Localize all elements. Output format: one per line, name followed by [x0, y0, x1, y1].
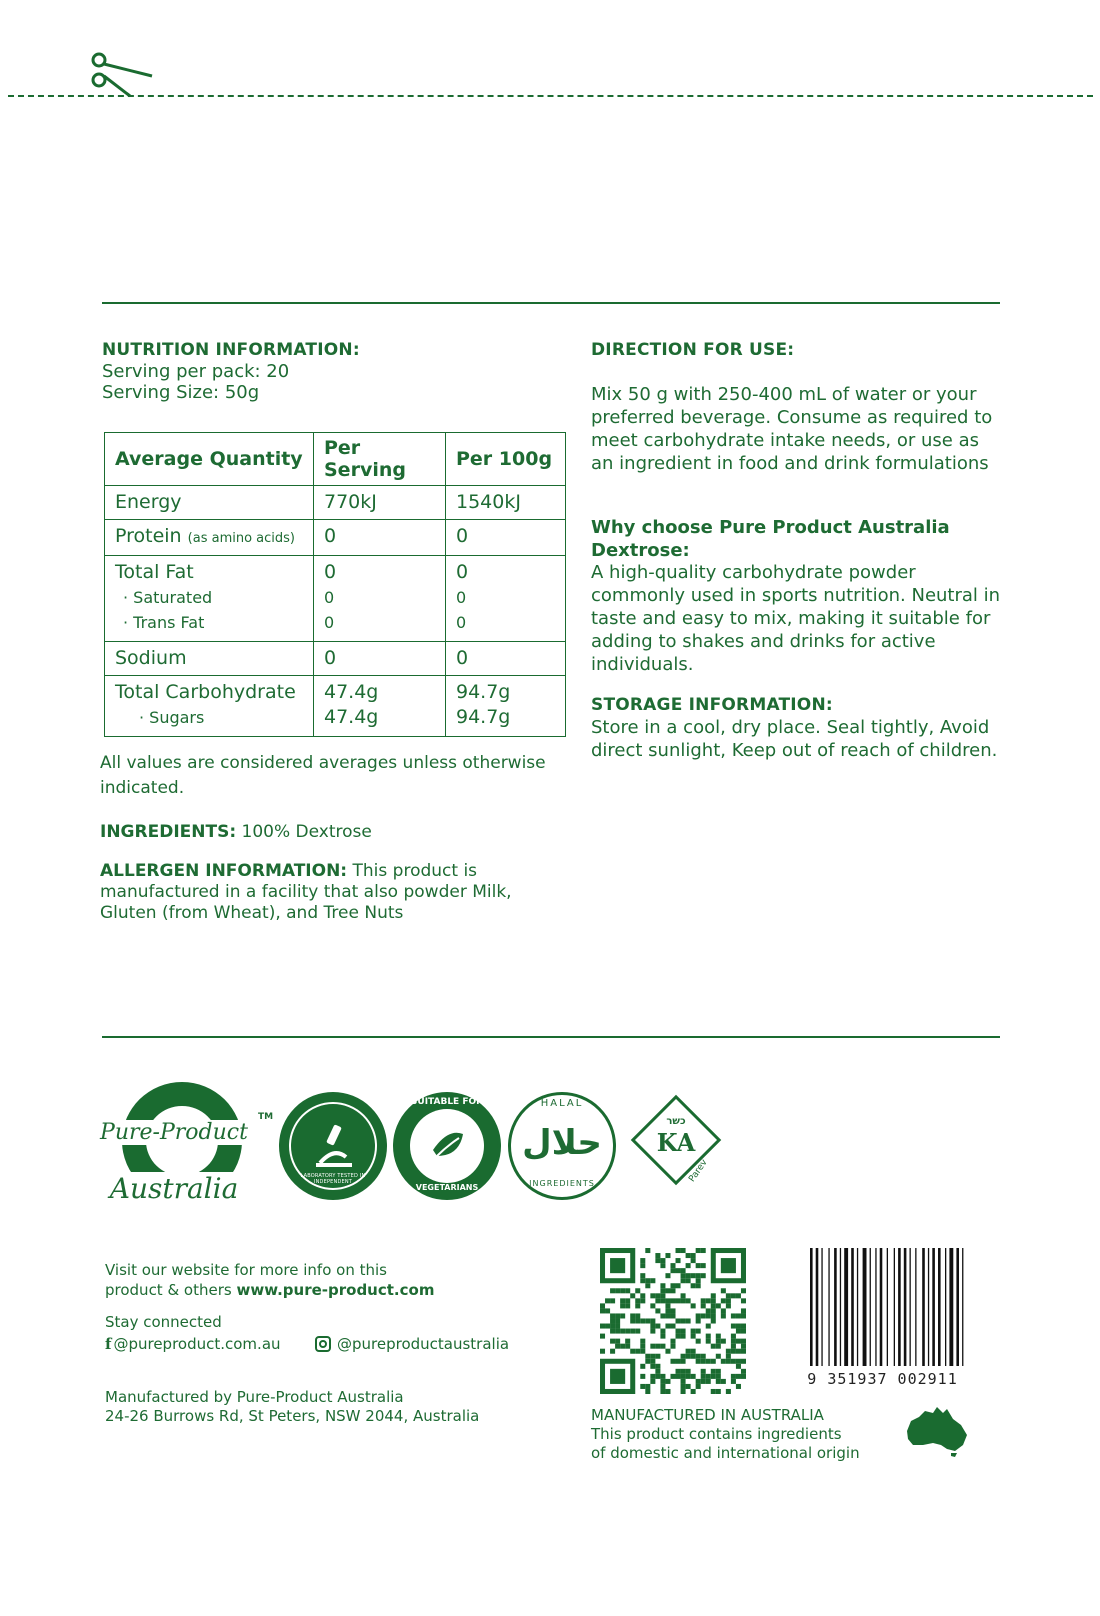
fat-per-serving-cell	[314, 556, 446, 642]
nutrition-heading: NUTRITION INFORMATION:	[102, 340, 360, 360]
website-info	[105, 1260, 434, 1300]
serving-size: Serving Size: 50g	[102, 382, 260, 403]
lab-tested-badge	[279, 1092, 387, 1200]
why-text: A high-quality carbohydrate powder commonly used in sports nutrition. Neutral in taste and easy to mix, making it suitable for adding to shakes and drinks for active individuals.	[591, 562, 1001, 675]
servings-per-pack: Serving per pack: 20	[102, 361, 290, 382]
why-heading: Why choose Pure Product Australia Dextrose:	[591, 517, 950, 561]
halal-top-text: HALAL	[540, 1098, 584, 1109]
visit-line2-wrap	[105, 1280, 434, 1300]
carbs-per-serving: 47.4g	[324, 681, 379, 703]
allergen-info	[100, 861, 530, 924]
brand-logo	[100, 1082, 275, 1217]
veg-top-text: SUITABLE FOR	[410, 1097, 484, 1107]
table-row	[105, 676, 566, 737]
bottom-divider	[102, 1036, 1000, 1038]
visit-line1: Visit our website for more info on this	[105, 1261, 387, 1279]
sugars-per-100g: 94.7g	[456, 706, 511, 728]
energy-per-100g: 1540kJ	[446, 486, 566, 520]
website-link[interactable]: www.pure-product.com	[236, 1281, 435, 1299]
visit-line2: product & others	[105, 1281, 237, 1299]
manufacturer-line1: Manufactured by Pure-Product Australia	[105, 1388, 404, 1406]
facebook-icon: f	[105, 1335, 112, 1353]
averages-note: All values are considered averages unless otherwise indicated.	[100, 753, 546, 798]
veg-bottom-text: VEGETARIANS	[415, 1183, 479, 1192]
cut-line	[8, 95, 1093, 97]
fat-per-100g-cell	[446, 556, 566, 642]
lab-badge-text: LABORATORY TESTED IN INDEPENDENT	[300, 1173, 366, 1185]
col-per-100g: Per 100g	[446, 433, 566, 486]
protein-note: (as amino acids)	[187, 531, 295, 546]
instagram-icon	[315, 1336, 331, 1352]
instagram-text: @pureproductaustralia	[337, 1335, 510, 1353]
allergen-label: ALLERGEN INFORMATION:	[100, 861, 348, 881]
fat-cell	[105, 556, 314, 642]
kosher-hebrew-text: כשר	[666, 1116, 686, 1127]
protein-per-100g: 0	[446, 520, 566, 556]
energy-per-serving: 770kJ	[314, 486, 446, 520]
table-header-row	[105, 433, 566, 486]
halal-arabic-text: حلال	[522, 1123, 602, 1163]
logo-tm: TM	[258, 1112, 274, 1122]
manufacturer-line2: 24-26 Burrows Rd, St Peters, NSW 2044, Australia	[105, 1407, 480, 1425]
qr-code	[600, 1248, 746, 1394]
scissors-icon	[86, 46, 158, 98]
logo-line2: Australia	[105, 1172, 243, 1205]
sodium-label: Sodium	[105, 642, 314, 676]
origin-line2: of domestic and international origin	[591, 1444, 860, 1462]
carbs-cell	[105, 676, 314, 737]
carbs-per-100g-cell	[446, 676, 566, 737]
facebook-text: @pureproduct.com.au	[113, 1335, 281, 1353]
protein-per-serving: 0	[314, 520, 446, 556]
fat-label: Total Fat	[115, 561, 194, 583]
instagram-handle[interactable]	[315, 1335, 509, 1353]
made-in-text: MANUFACTURED IN AUSTRALIA	[591, 1406, 824, 1424]
leaf-icon	[429, 1126, 467, 1168]
ingredients-label: INGREDIENTS:	[100, 822, 237, 842]
logo-line1: Pure-Product	[100, 1120, 248, 1145]
allergen-text: This product is manufactured in a facility that also powder Milk, Gluten (from Wheat), and Tree Nuts	[100, 861, 512, 923]
ingredients	[100, 822, 372, 842]
manufacturer-address	[105, 1388, 479, 1426]
storage-text: Store in a cool, dry place. Seal tightly, Avoid direct sunlight, Keep out of reach of children.	[591, 717, 998, 761]
sodium-per-serving: 0	[314, 642, 446, 676]
nutrition-table	[104, 432, 566, 737]
origin-line1: This product contains ingredients	[591, 1425, 842, 1443]
table-row	[105, 556, 566, 642]
microscope-icon	[312, 1123, 356, 1173]
australia-map-icon	[905, 1405, 969, 1461]
halal-badge	[508, 1092, 616, 1200]
kosher-badge	[622, 1090, 732, 1202]
saturated-per-serving: 0	[324, 588, 335, 607]
origin-statement	[591, 1406, 860, 1463]
facebook-handle[interactable]	[105, 1335, 281, 1353]
carbs-per-serving-cell	[314, 676, 446, 737]
kosher-ka-text: KA	[656, 1128, 696, 1157]
trans-per-100g: 0	[456, 613, 467, 632]
protein-label: Protein	[115, 525, 182, 547]
carbs-per-100g: 94.7g	[456, 681, 511, 703]
fat-per-100g: 0	[456, 561, 469, 583]
storage-heading: STORAGE INFORMATION:	[591, 695, 833, 715]
stay-connected: Stay connected	[105, 1313, 222, 1331]
trans-per-serving: 0	[324, 613, 335, 632]
directions-text: Mix 50 g with 250-400 mL of water or your preferred beverage. Consume as required to meet carbohydrate intake needs, or use as an ingredient in food and drink formulations	[591, 384, 993, 474]
top-divider	[102, 302, 1000, 304]
vegetarian-badge	[393, 1092, 501, 1200]
directions-heading: DIRECTION FOR USE:	[591, 340, 795, 360]
table-row	[105, 486, 566, 520]
halal-bottom-text: INGREDIENTS	[529, 1179, 595, 1188]
barcode-number: 9 351937 002911	[807, 1370, 958, 1388]
table-row	[105, 642, 566, 676]
carbs-label: Total Carbohydrate	[115, 681, 296, 703]
ingredients-text: 100% Dextrose	[236, 822, 372, 842]
energy-label: Energy	[105, 486, 314, 520]
barcode	[806, 1248, 981, 1388]
sodium-per-100g: 0	[446, 642, 566, 676]
protein-cell	[105, 520, 314, 556]
col-average-quantity: Average Quantity	[105, 433, 314, 486]
saturated-label: · Saturated	[123, 588, 213, 607]
fat-per-serving: 0	[324, 561, 337, 583]
saturated-per-100g: 0	[456, 588, 467, 607]
sugars-per-serving: 47.4g	[324, 706, 379, 728]
col-per-serving: Per Serving	[314, 433, 446, 486]
sugars-label: · Sugars	[139, 708, 205, 727]
kosher-parev-text: Parev	[687, 1157, 710, 1185]
trans-label: · Trans Fat	[123, 613, 205, 632]
table-row	[105, 520, 566, 556]
